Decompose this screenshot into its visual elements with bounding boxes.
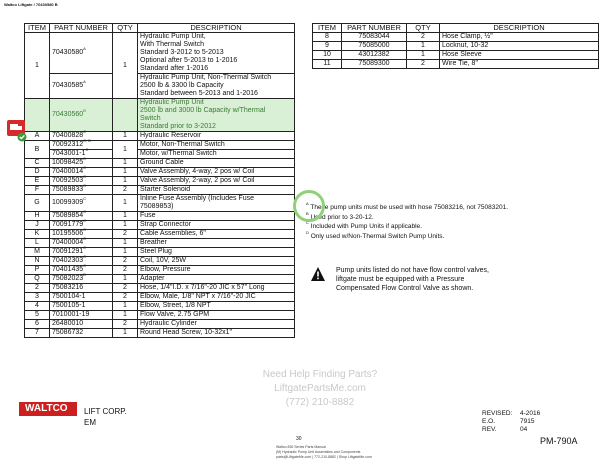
item-number: N [25,257,50,266]
item-number: C [25,159,50,168]
corp-name [84,406,127,428]
footnote-marker: C [83,156,87,161]
quantity: 1 [113,132,138,141]
item-number: 1 [25,33,50,99]
description: Elbow, Pressure [138,266,295,275]
description: Wire Tie, 8" [440,60,599,69]
quantity: 1 [113,329,138,338]
item-number: 9 [313,42,342,51]
quantity: 1 [113,302,138,311]
item-number: L [25,239,50,248]
description: Coil, 10V, 25W [138,257,295,266]
footnote-marker: C [83,263,87,268]
table-row [313,60,599,69]
quantity: 1 [113,177,138,186]
table-row [25,177,295,186]
parts-table-extra [312,23,599,69]
footnote-key: C [306,220,309,225]
footnote-text: Only used w/Non-Thermal Switch Pump Units. [308,232,445,240]
part-number [50,311,113,320]
description: Motor, w/Thermal Switch [138,150,295,159]
quantity: 1 [407,42,440,51]
rev-value: 04 [520,426,528,433]
quantity: 1 [113,33,138,99]
part-number [50,302,113,311]
description: Locknut, 10-32 [440,42,599,51]
table-row [25,239,295,248]
part-number [50,147,113,159]
column-header: PART NUMBER [342,24,407,33]
footnote-marker: C [83,254,87,259]
part-number-text: 70430580 [52,49,84,56]
table-row [25,212,295,221]
part-number-text: 75082023 [52,275,84,282]
table-row [313,33,599,42]
footnote-marker: C [83,245,87,250]
table-row [25,186,295,195]
part-number [50,320,113,329]
footnote-marker: C [85,147,89,152]
table-row [25,320,295,329]
footnote-key: D [306,229,309,235]
item-number: F [25,186,50,195]
part-number-text: 75089854 [52,212,84,219]
footnote-key: B [306,210,309,216]
part-number [50,138,113,150]
table-row [25,311,295,320]
small-print-3: parts@LiftgateMe.com | 772-210-8882 | Shop LiftgateMe.com [276,455,372,459]
small-print-2: (M) Hydraulic Pump Unit Assemblies and Components [276,450,361,454]
item-number: 6 [25,320,50,329]
table-row [25,284,295,293]
quantity: 2 [113,266,138,275]
quantity: 2 [113,186,138,195]
part-number-text: 75086732 [52,329,84,336]
item-number: P [25,266,50,275]
column-header: ITEM [313,24,342,33]
footnote-text: Included with Pump Units if applicable. [308,223,422,230]
part-number-text: 70430585 [52,82,84,89]
eo-value: 7915 [520,418,535,425]
footnote [306,210,508,223]
item-number: G [25,195,50,212]
item-number: M [25,248,50,257]
footnote [306,222,508,232]
part-number [50,236,113,248]
footnote-marker: C [83,236,87,241]
part-number-text: 75083216 [52,284,84,291]
part-number-text: 70401435 [52,266,84,273]
quantity: 1 [113,141,138,159]
corp-line-1: LIFT CORP. [84,407,127,416]
footnote [306,229,508,242]
quantity: 2 [407,60,440,69]
footnote-text: These pump units must be used with hose 75083216, not 75083201. [308,204,509,211]
part-number-text: 70400014 [52,168,84,175]
part-number: 75083044 [342,33,407,42]
table-row [25,248,295,257]
part-number [50,165,113,177]
highlight-circle [293,190,325,222]
footnote-text: Used prior to 3-20-12. [308,213,374,221]
column-header: QTY [407,24,440,33]
footnote-marker: C [83,183,87,188]
quantity: 1 [113,221,138,230]
part-number [50,129,113,141]
quantity: 1 [113,168,138,177]
watermark-line-2: LiftgatePartsMe.com [274,383,366,394]
revised-value: 4-2016 [520,410,541,417]
header-row [25,24,295,33]
part-number [50,329,113,338]
part-number-text: 70092503 [52,177,84,184]
table-row [25,329,295,338]
part-number-text: 10195506 [52,230,84,237]
quantity: 2 [113,284,138,293]
description: Hose Clamp, ½" [440,33,599,42]
part-number: 75089300 [342,60,407,69]
part-number [50,284,113,293]
table-row [25,150,295,159]
waltco-logo: WALTCO [19,402,77,416]
part-number [50,254,113,266]
quantity: 1 [113,212,138,221]
part-number [50,218,113,230]
part-number [50,174,113,186]
quantity: 1 [113,239,138,248]
item-number: B [25,141,50,159]
footnote-marker: C [83,227,87,232]
quantity: 1 [113,159,138,168]
revision-block [482,410,540,434]
eo-label: E.O. [482,418,496,425]
description: Motor, Non-Thermal Switch [138,141,295,150]
item-number: Q [25,275,50,284]
footnote-marker: D [83,272,87,277]
footnote-key: A [306,201,309,206]
table-row [25,293,295,302]
rev-label: REV. [482,426,497,433]
table-row [25,275,295,284]
part-number [50,272,113,284]
description: Round Head Screw, 10-32x1" [138,329,295,338]
description: Inline Fuse Assembly (Includes Fuse 75089853) [138,195,295,212]
column-header: DESCRIPTION [440,24,599,33]
description: Ground Cable [138,159,295,168]
small-print-1: Waltco 830 Series Parts Manual [276,445,326,449]
item-number: 11 [313,60,342,69]
table-row [25,221,295,230]
description: Hydraulic Pump Unit, Non-Thermal Switch 2500 lb & 3300 lb Capacity Standard between 5-2013 and 1-2016 [138,74,295,99]
quantity: 2 [113,257,138,266]
item-number: E [25,177,50,186]
table-row [25,195,295,212]
item-number: 10 [313,51,342,60]
description: Elbow, Male, 1/8" NPT x 7/16"-20 JIC [138,293,295,302]
part-number-text: 7043001-1 [52,150,86,157]
description: Hydraulic Cylinder [138,320,295,329]
item-number [25,99,50,132]
quantity: 1 [113,248,138,257]
table-row [313,51,599,60]
watermark-line-1: Need Help Finding Parts? [262,369,378,380]
revised-label: REVISED: [482,410,513,417]
quantity: 2 [407,33,440,42]
part-number [50,263,113,275]
item-number: 4 [25,302,50,311]
part-number-text: 70091779 [52,221,84,228]
corp-line-2: EM [84,418,96,427]
footnote-marker: A [83,79,86,84]
item-number: 3 [25,293,50,302]
part-number [50,156,113,168]
description: Cable Assemblies, 6" [138,230,295,239]
table-row [25,302,295,311]
page-number: 30 [296,436,302,442]
item-number: D [25,168,50,177]
part-number [50,99,113,132]
description: Hose, 1/4"I.D. x 7/16"-20 JIC x 57" Long [138,284,295,293]
item-number: A [25,132,50,141]
parts-table [24,23,295,338]
item-number: K [25,230,50,239]
description: Flow Valve, 2.75 GPM [138,311,295,320]
footnote-marker: C [83,196,87,201]
part-number [50,209,113,221]
watermark-line-3: (772) 210-8882 [285,397,355,408]
table-row [313,42,599,51]
part-number-text: 70092312 [52,141,84,148]
part-number-text: 7500105-1 [52,302,86,309]
description: Valve Assembly, 2-way, 2 pos w/ Coil [138,177,295,186]
description: Strap Connector [138,221,295,230]
part-number-text: 70402303 [52,257,84,264]
quantity: 1 [407,51,440,60]
part-number-text: 7010001-19 [52,311,90,318]
table-row [25,141,295,150]
quantity [113,99,138,132]
quantity: 2 [113,293,138,302]
footnotes [306,203,508,241]
part-number [50,293,113,302]
part-number-text: 75089833 [52,186,84,193]
column-header: QTY [113,24,138,33]
quantity: 1 [113,311,138,320]
warning-triangle-icon [310,266,326,282]
item-number: 8 [313,33,342,42]
quantity: 2 [113,230,138,239]
truck-badge-icon[interactable] [6,118,28,142]
part-number [50,245,113,257]
description: Starter Solenoid [138,186,295,195]
warning-text: Pump units listed do not have flow control valves, liftgate must be equipped with a Pressure Compensated Flow Control Valve as shown. [336,267,489,292]
footnote-marker: B [83,108,86,113]
description: Valve Assembly, 4-way, 2 pos w/ Coil [138,168,295,177]
quantity: 1 [113,195,138,212]
table-row [25,257,295,266]
footnote-marker: C [83,165,87,170]
item-number: H [25,212,50,221]
footnote-marker: C [83,218,87,223]
item-number: J [25,221,50,230]
part-number: 75085000 [342,42,407,51]
description: Breather [138,239,295,248]
part-number-text: 10099309 [52,199,84,206]
part-number [50,33,113,74]
description: Hydraulic Reservoir [138,132,295,141]
description: Steel Plug [138,248,295,257]
table-row [25,168,295,177]
table-row [25,266,295,275]
part-number [50,74,113,99]
quantity: 2 [113,320,138,329]
column-header: PART NUMBER [50,24,113,33]
description: Hydraulic Pump Unit, With Thermal Switch Standard 3-2012 to 5-2013 Optional after 5-2013 to 1-2016 Standard after 1-2016 [138,33,295,74]
part-number [50,227,113,239]
header-row [313,24,599,33]
footnote-marker: C [83,174,87,179]
table-row [25,74,295,99]
part-number-text: 70400828 [52,132,84,139]
document-number: PM-790A [540,436,578,446]
footnote [306,203,508,213]
footnote-marker: A [83,46,86,51]
footnote-marker: C [83,129,87,134]
part-number-text: 70430560 [52,111,84,118]
part-number: 43012382 [342,51,407,60]
part-number-text: 70091291 [52,248,84,255]
description: Fuse [138,212,295,221]
column-header: DESCRIPTION [138,24,295,33]
part-number [50,183,113,195]
doc-header: Waltco Liftgate / 70430580 B [4,2,58,7]
footnote-marker: C [83,209,87,214]
part-number-text: 10098425 [52,159,84,166]
item-number: 2 [25,284,50,293]
item-number: 5 [25,311,50,320]
description: Hose Sleeve [440,51,599,60]
description: Hydraulic Pump Unit 2500 lb and 3000 lb Capacity w/Thermal Switch Standard prior to 3-2012 [138,99,295,132]
footnote-marker: C, D [83,138,92,143]
table-row [25,33,295,74]
part-number [50,195,113,212]
description: Elbow, Street, 1/8 NPT [138,302,295,311]
footer-small-print [276,445,372,460]
part-number-text: 26480010 [52,320,84,327]
description: Adapter [138,275,295,284]
table-row [25,132,295,141]
table-row [25,159,295,168]
item-number: 7 [25,329,50,338]
part-number-text: 7500104-1 [52,293,86,300]
table-row [25,99,295,132]
column-header: ITEM [25,24,50,33]
quantity: 1 [113,275,138,284]
part-number-text: 70400004 [52,239,84,246]
table-row [25,230,295,239]
